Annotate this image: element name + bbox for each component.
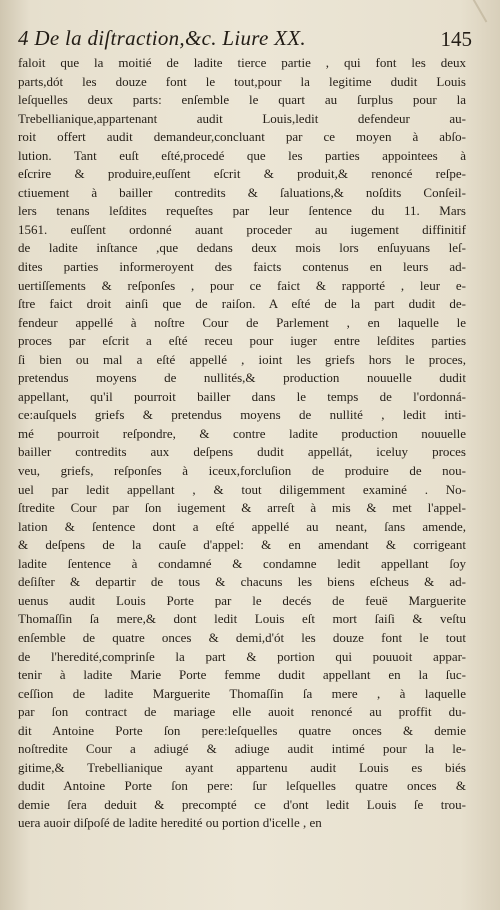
text-line: dites parties informeroyent des faicts contenus en leurs ad- — [18, 259, 466, 275]
text-line: de l'heredité,comprinſe la part & portion qui pouuoit appar- — [18, 648, 466, 664]
text-line: veu, griefs, reſponſes à iceux,forcluſion de produire de nou- — [18, 463, 466, 479]
text-line: roit offert audit demandeur,concluant par ce moyen à abſo- — [18, 129, 466, 145]
text-line: demie ſera deduit & precompté ce d'ont ledit Louis ſe trou- — [18, 796, 466, 812]
text-line: mé pourroit reſpondre, & contre ladite production nouuelle — [18, 425, 466, 441]
text-line: noſtredite Cour a adiugé & adiuge audit intimé pour la le- — [18, 741, 466, 757]
text-line: dudit Antoine Porte ſon pere: ſur leſquelles quatre onces & — [18, 778, 466, 794]
text-line: pretendus moyens de nullités,& production nouuelle dudit — [18, 370, 466, 386]
page-number: 145 — [440, 27, 472, 51]
text-line: enſemble de quatre onces & demi,d'ót les douze font le tout — [18, 629, 466, 645]
text-line: deſiſter & departir de tous & chacuns les biens eſcheus & ad- — [18, 574, 466, 590]
text-line: 1561. euſſent ordonné auant proceder au iugement diffinitif — [18, 221, 466, 237]
text-line: par ſon contract de mariage elle auoit renoncé au proffit du- — [18, 704, 466, 720]
text-line: de ladite inſtance ,que dedans deux mois lors enſuyuans leſ- — [18, 240, 466, 256]
text-line: lers tenans leſdites requeſtes par leur ſentence du 11. Mars — [18, 203, 466, 219]
text-line: dit Antoine Porte ſon pere:leſquelles quatre onces & demie — [18, 722, 466, 738]
text-line: ceſſion de ladite Marguerite Thomaſſin ſa mere , à laquelle — [18, 685, 466, 701]
text-line: ſtre faict droit ainſi que de raiſon. A eſté de la part dudit de- — [18, 296, 466, 312]
running-head: 4 De la diſtraction,&c. Liure XX. — [18, 26, 306, 50]
text-line: & deſpens de la cauſe d'appel: & en amendant & corrigeant — [18, 537, 466, 553]
text-line: fendeur appellé à noſtre Cour de Parlement , en laquelle le — [18, 314, 466, 330]
text-line: proces par eſcrit a eſté receu pour iuger entre leſdites parties — [18, 333, 466, 349]
text-line: faloit que la moitié de ladite tierce partie , qui font les deux — [18, 55, 466, 70]
text-line: ladite ſentence à condamné & condamne ledit appellant ſoy — [18, 555, 466, 571]
text-line: Thomaſſin ſa mere,& dont ledit Louis eſt mort ſaiſi & veſtu — [18, 611, 466, 627]
text-line: parts,dót les douze font le tout,pour la legitime dudit Louis — [18, 73, 466, 89]
text-line: lation & ſentence dont a eſté appellé au neant, ſans amende, — [18, 518, 466, 534]
text-line: ſtredite Cour par ſon iugement & arreſt à mis & met l'appel- — [18, 500, 466, 516]
text-line: lution. Tant euſt eſté,procedé que les parties appointees à — [18, 147, 466, 163]
text-line: bailler contredits aux deſpens dudit appellát, iceluy proces — [18, 444, 466, 460]
text-line: uertiſſements & reſponſes , pour ce faict & rapporté , leur e- — [18, 277, 466, 293]
text-line: uera auoir diſpoſé de ladite heredité ou portion d'icelle , en — [18, 815, 322, 831]
text-line: ctiuement à bailler contredits & ſaluations,& noſdits Conſeil- — [18, 184, 466, 200]
text-line: leſquelles deux parts: enſemble le quart au ſurplus pour la — [18, 92, 466, 108]
text-line: gitime,& Trebellianique ayant appartenu audit Louis es biés — [18, 759, 466, 775]
text-line: uel par ledit appellant , & tout diligemment examiné . No- — [18, 481, 466, 497]
text-line: eſcrire & produire,euſſent eſcrit & produit,& renoncé reſpe- — [18, 166, 466, 182]
body-text — [18, 54, 466, 833]
text-line: Trebellianique,appartenant audit Louis,ledit defendeur au- — [18, 110, 466, 126]
text-line: ce:auſquels griefs & pretendus moyens de nullité , ledit inti- — [18, 407, 466, 423]
text-line: appellant, qu'il pourroit bailler dans le temps de l'ordonná- — [18, 388, 466, 404]
text-line: tenir à ladite Marie Porte femme dudit appellant en la ſuc- — [18, 667, 466, 683]
page-header — [18, 26, 472, 52]
text-line: ſi bien ou mal a eſté appellé , ioint les griefs hors le proces, — [18, 351, 466, 367]
page-edge-mark — [471, 0, 488, 22]
text-line: uenus audit Louis Porte par le decés de feuë Marguerite — [18, 592, 466, 608]
